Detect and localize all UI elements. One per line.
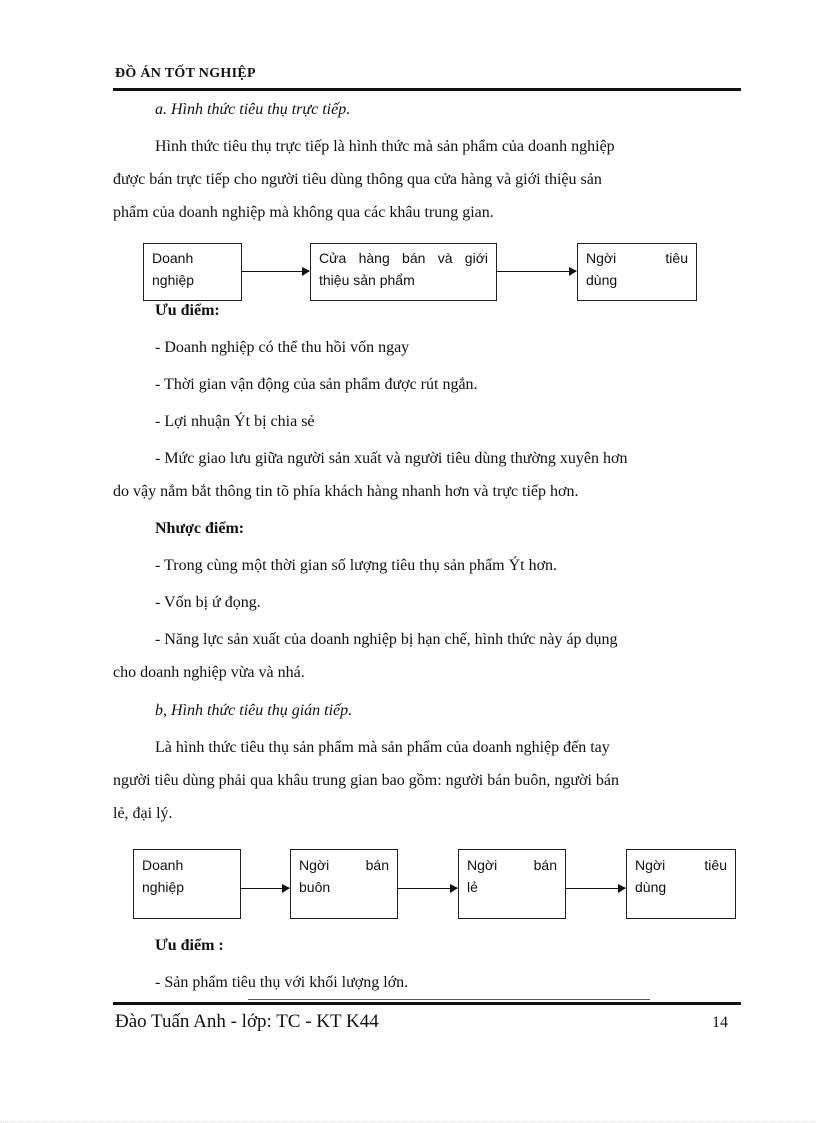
footer-rule-thin — [248, 999, 650, 1000]
diagram-a-box-store — [310, 243, 497, 301]
diagram-a-arrow-1 — [242, 271, 309, 272]
section-a-disadvantages-title: Nhược điểm: — [155, 520, 245, 537]
diagram-a-box-3-line-2: dùng — [586, 272, 618, 288]
diagram-b-box-1-line-2: nghiệp — [142, 879, 185, 895]
section-b-advantages-title: Ưu điểm : — [155, 937, 224, 954]
diagram-a-box-enterprise — [143, 243, 242, 301]
section-b-heading: b, Hình thức tiêu thụ gián tiếp. — [155, 702, 353, 719]
section-a-heading: a. Hình thức tiêu thụ trực tiếp. — [155, 101, 351, 118]
page-number: 14 — [712, 1014, 728, 1031]
diagram-b-arrow-2 — [398, 888, 457, 889]
diagram-b-box-2-line-2: buôn — [299, 879, 331, 895]
section-a-advantage-4-line-2: do vậy nắm bắt thông tin tõ phía khách hàng nhanh hơn và trực tiếp hơn. — [113, 483, 579, 500]
section-a-disadvantage-3-line-2: cho doanh nghiệp vừa và nhá. — [113, 664, 305, 681]
diagram-a-arrow-2 — [497, 271, 576, 272]
section-a-advantages-title: Ưu điểm: — [155, 302, 220, 319]
diagram-a-box-3-line-1: Ngời tiêu — [586, 250, 688, 266]
section-a-advantage-1: - Doanh nghiệp có thể thu hồi vốn ngay — [155, 339, 410, 356]
diagram-a-box-2-line-1: Cửa hàng bán và giới — [319, 250, 488, 266]
section-b-intro-line-2: người tiêu dùng phải qua khâu trung gian bao gồm: người bán buôn, người bán — [113, 772, 619, 789]
section-b-advantage-1: - Sản phẩm tiêu thụ với khối lượng lớn. — [155, 974, 409, 991]
diagram-b-arrow-1 — [241, 888, 289, 889]
diagram-a-box-1-line-2: nghiệp — [152, 272, 195, 288]
diagram-b-box-retailer — [458, 849, 566, 919]
section-a-disadvantage-2: - Vốn bị ứ đọng. — [155, 594, 261, 611]
diagram-b-box-3-line-1: Ngời bán — [467, 857, 557, 873]
diagram-b-box-enterprise — [133, 849, 241, 919]
section-b-intro-line-1: Là hình thức tiêu thụ sản phẩm mà sản phẩm của doanh nghiệp đến tay — [155, 739, 610, 756]
footer-rule — [113, 1002, 741, 1005]
section-a-disadvantage-3-line-1: - Năng lực sản xuất của doanh nghiệp bị hạn chế, hình thức này áp dụng — [155, 631, 618, 648]
section-a-intro-line-2: được bán trực tiếp cho người tiêu dùng thông qua cửa hàng và giới thiệu sản — [113, 171, 602, 188]
section-a-advantage-4-line-1: - Mức giao lưu giữa người sản xuất và người tiêu dùng thường xuyên hơn — [155, 450, 628, 467]
section-b-intro-line-3: lẻ, đại lý. — [113, 805, 173, 822]
diagram-a-box-2-line-2: thiệu sản phẩm — [319, 272, 415, 288]
section-a-intro-line-1: Hình thức tiêu thụ trực tiếp là hình thức mà sản phẩm của doanh nghiệp — [155, 138, 615, 155]
diagram-a-box-1-line-1: Doanh — [152, 250, 194, 266]
document-header-title: ĐỒ ÁN TỐT NGHIỆP — [115, 66, 256, 81]
section-a-intro-line-3: phẩm của doanh nghiệp mà không qua các khâu trung gian. — [113, 204, 494, 221]
diagram-b-box-1-line-1: Doanh — [142, 857, 184, 873]
diagram-b-arrow-3 — [566, 888, 625, 889]
diagram-b-box-wholesaler — [290, 849, 398, 919]
footer-author: Đào Tuấn Anh - lớp: TC - KT K44 — [115, 1011, 379, 1032]
section-a-disadvantage-1: - Trong cùng một thời gian số lượng tiêu thụ sản phẩm Ýt hơn. — [155, 557, 558, 574]
diagram-b-box-consumer — [626, 849, 736, 919]
page-edge-divider — [0, 1121, 816, 1122]
header-rule — [113, 88, 741, 91]
section-a-advantage-2: - Thời gian vận động của sản phẩm được rút ngắn. — [155, 376, 478, 393]
diagram-b-box-4-line-2: dùng — [635, 879, 667, 895]
diagram-b-box-2-line-1: Ngời bán — [299, 857, 389, 873]
diagram-b-box-3-line-2: lẻ — [467, 879, 478, 895]
section-a-advantage-3: - Lợi nhuận Ýt bị chia sẻ — [155, 413, 315, 430]
diagram-b-box-4-line-1: Ngời tiêu — [635, 857, 727, 873]
diagram-a-box-consumer — [577, 243, 697, 301]
